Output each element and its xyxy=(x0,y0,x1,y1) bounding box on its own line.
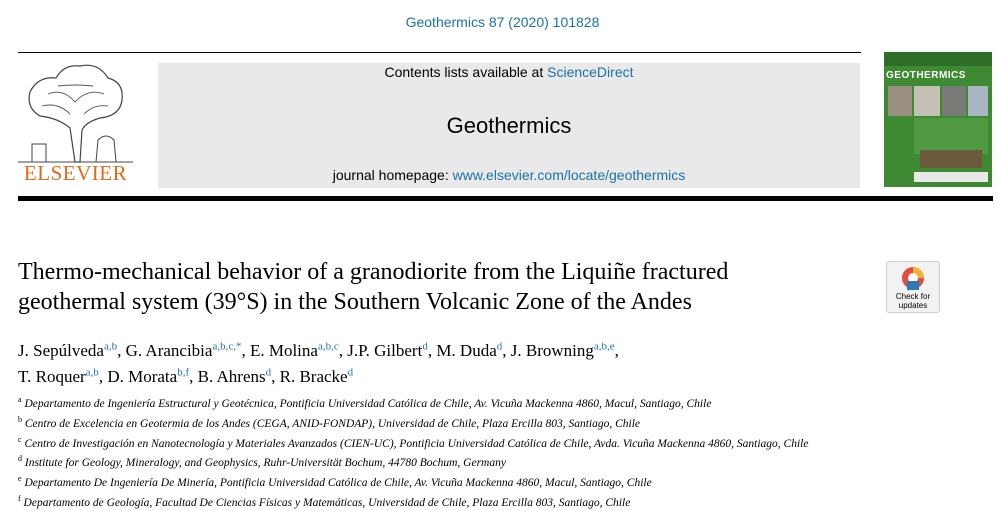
author-separator: , xyxy=(241,340,250,360)
author-item[interactable] xyxy=(436,341,510,360)
journal-name: Geothermics xyxy=(446,113,572,138)
journal-banner xyxy=(158,63,860,188)
affiliation-key: c xyxy=(18,434,22,444)
author-affiliation-link[interactable]: d xyxy=(496,340,503,352)
badge-line: Check for xyxy=(895,292,931,301)
author-name: E. Molina xyxy=(249,340,318,360)
author-affiliation-link[interactable]: d xyxy=(347,366,354,379)
journal-cover[interactable] xyxy=(884,52,992,187)
publisher-name: ELSEVIER xyxy=(23,161,128,185)
affiliation-key: e xyxy=(18,474,22,484)
tree-logo-icon xyxy=(18,58,133,166)
affiliation-key: a xyxy=(18,395,22,404)
author-separator: , xyxy=(338,340,348,360)
header-rule xyxy=(18,196,993,201)
affiliation-text: Centro de Excelencia en Geotermia de los Andes (CEGA, ANID-FONDAP), Universidad de Chile, Plaza Ercilla 803, Santiago, Chile xyxy=(24,417,641,430)
affiliation-key: f xyxy=(18,494,21,504)
author-item[interactable] xyxy=(511,341,619,360)
author-name: J. Sepúlveda xyxy=(18,340,104,360)
title-line: Thermo-mechanical behavior of a granodiorite from the Liquiñe fractured xyxy=(18,259,729,285)
cover-title: GEOTHERMICS xyxy=(886,70,966,81)
author-separator: , xyxy=(271,367,280,387)
title-line: geothermal system (39°S) in the Southern Volcanic Zone of the Andes xyxy=(18,289,692,315)
check-for-updates-icon xyxy=(887,264,939,294)
author-separator: , xyxy=(614,340,619,360)
author-name: B. Ahrens xyxy=(197,367,266,387)
author-item[interactable] xyxy=(18,341,126,360)
affiliation-item xyxy=(18,471,918,491)
affiliation-list xyxy=(18,392,918,511)
article-title xyxy=(18,257,858,317)
affiliation-item xyxy=(18,412,918,432)
contents-prefix: Contents lists available at xyxy=(384,64,548,80)
affiliation-text: Departamento de Geología, Facultad De Ciencias Físicas y Matemáticas, Universidad de Chile, Plaza Ercilla 803, Santiago, Chile xyxy=(23,496,631,509)
homepage-prefix: journal homepage: xyxy=(332,167,453,183)
author-item[interactable] xyxy=(280,367,353,386)
author-item[interactable] xyxy=(126,341,250,360)
author-affiliation-link[interactable]: a,b,c, xyxy=(212,340,236,352)
author-separator: , xyxy=(189,367,198,387)
author-separator: , xyxy=(98,367,108,387)
author-name: T. Roquer xyxy=(18,367,86,387)
badge-line: updates xyxy=(898,301,928,310)
author-affiliation-link[interactable]: d xyxy=(265,366,272,379)
affiliation-text: Departamento De Ingeniería De Minería, Pontificia Universidad Católica de Chile, Av. Vicuña Mackenna 4860, Macul, Santiago, Chile xyxy=(24,477,652,490)
author-item[interactable] xyxy=(107,367,197,386)
author-affiliation-link[interactable]: a,b,e xyxy=(593,340,615,352)
elsevier-logo[interactable] xyxy=(18,58,133,186)
affiliation-item xyxy=(18,451,918,471)
affiliation-text: Centro de Investigación en Nanotecnología y Materiales Avanzados (CIEN-UC), Pontificia Universidad Católica de Chile, Avda. Vicuña Mackenna 4860, Santiago, Chile xyxy=(24,437,809,450)
affiliation-key: d xyxy=(18,454,22,464)
check-for-updates-label xyxy=(887,292,939,310)
affiliation-text: Institute for Geology, Mineralogy, and Geophysics, Ruhr-Universität Bochum, 44780 Bochum, Germany xyxy=(24,457,506,470)
contents-available-line xyxy=(158,64,860,80)
author-name: J.P. Gilbert xyxy=(347,340,423,360)
affiliation-item xyxy=(18,491,918,511)
author-separator: , xyxy=(117,340,126,360)
sciencedirect-link[interactable]: ScienceDirect xyxy=(547,64,634,80)
author-item[interactable] xyxy=(198,367,280,386)
author-affiliation-link[interactable]: b,f xyxy=(177,366,190,379)
author-affiliation-link[interactable]: a,b xyxy=(103,340,118,352)
author-item[interactable] xyxy=(250,341,347,360)
header-divider xyxy=(18,52,861,53)
affiliation-item xyxy=(18,432,918,452)
author-item[interactable] xyxy=(347,341,436,360)
author-name: D. Morata xyxy=(107,367,178,387)
author-name: R. Bracke xyxy=(279,367,348,387)
author-name: M. Duda xyxy=(436,340,497,360)
affiliation-key: b xyxy=(18,414,22,424)
author-list xyxy=(18,335,878,388)
author-affiliation-link[interactable]: a,b,c xyxy=(317,340,339,352)
journal-homepage-line xyxy=(158,167,860,183)
author-item[interactable] xyxy=(18,367,107,386)
journal-homepage-link[interactable]: www.elsevier.com/locate/geothermics xyxy=(452,167,686,183)
author-affiliation-link[interactable]: a,b xyxy=(85,366,99,379)
author-affiliation-link[interactable]: d xyxy=(422,340,428,352)
corresponding-author-star[interactable]: * xyxy=(235,340,242,352)
author-separator: , xyxy=(502,340,511,360)
affiliation-text: Departamento de Ingeniería Estructural y Geotécnica, Pontificia Universidad Católica de Chile, Av. Vicuña Mackenna 4860, Macul, Santiago, Chile xyxy=(24,397,712,410)
author-name: G. Arancibia xyxy=(125,340,213,360)
journal-citation[interactable]: Geothermics 87 (2020) 101828 xyxy=(405,14,600,30)
author-separator: , xyxy=(427,340,437,360)
affiliation-item xyxy=(18,392,918,412)
author-name: J. Browning xyxy=(510,340,594,360)
check-for-updates-button[interactable] xyxy=(886,261,940,313)
